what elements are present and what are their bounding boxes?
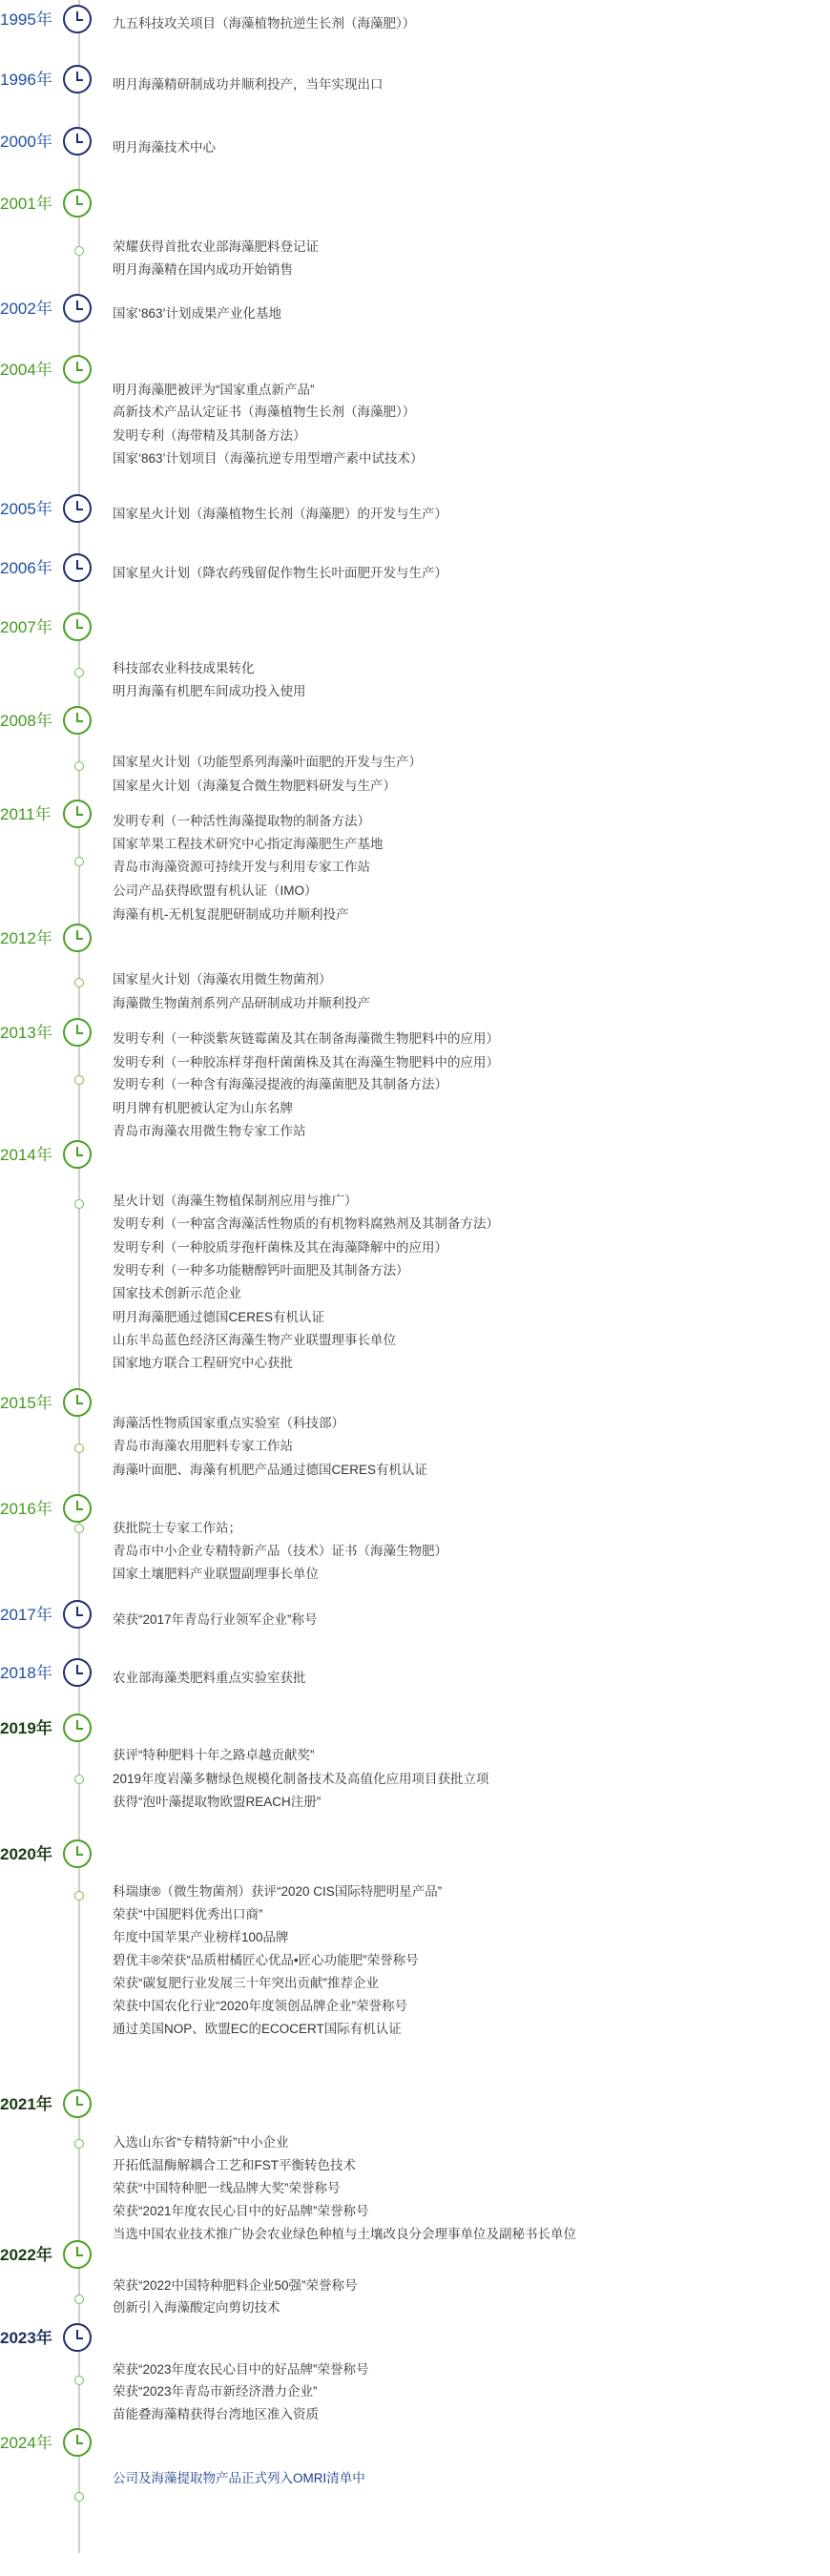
milestone-item: 高新技术产品认定证书（海藻植物生长剂（海藻肥））: [113, 405, 416, 419]
clock-icon: [63, 1714, 92, 1742]
milestone-item: 青岛市海藻农用肥料专家工作站: [113, 1439, 293, 1453]
milestone-item: 荣获“碳复肥行业发展三十年突出贡献”推荐企业: [113, 1976, 379, 1990]
milestone-item: 公司及海藻提取物产品正式列入OMRI清单中: [113, 2471, 365, 2485]
milestone-item: 当选中国农业技术推广协会农业绿色种植与土壤改良分会理事单位及副秘书长单位: [113, 2227, 576, 2241]
clock-icon: [63, 1018, 92, 1047]
year-label: 2022年: [0, 2246, 52, 2264]
milestone-item: 创新引入海藻酸定向剪切技术: [113, 2300, 280, 2315]
year-label: 2012年: [0, 929, 52, 947]
milestone-item: 青岛市海藻农用微生物专家工作站: [113, 1124, 306, 1138]
year-label: 2002年: [0, 300, 52, 318]
milestone-item: 山东半岛蓝色经济区海藻生物产业联盟理事长单位: [113, 1333, 396, 1347]
milestone-item: 国家星火计划（功能型系列海藻叶面肥的开发与生产）: [113, 755, 422, 769]
timeline-dot-icon: [74, 2295, 84, 2304]
timeline-dot-icon: [74, 1524, 84, 1533]
milestone-item: 发明专利（海带精及其制备方法）: [113, 428, 306, 443]
milestone-item: 荣获“中国肥料优秀出口商”: [113, 1907, 263, 1922]
year-label: 2015年: [0, 1394, 52, 1412]
milestone-item: 发明专利（一种活性海藻提取物的制备方法）: [113, 814, 370, 828]
milestone-item: 明月海藻精研制成功并顺利投产，当年实现出口: [113, 77, 384, 92]
milestone-item: 荣获“中国特种肥一线品牌大奖”荣誉称号: [113, 2181, 341, 2195]
milestone-item: 国家‘863’计划项目（海藻抗逆专用型增产素中试技术）: [113, 451, 424, 466]
year-label: 2017年: [0, 1606, 52, 1624]
timeline-dot-icon: [74, 2139, 84, 2149]
milestone-item: 国家星火计划（降农药残留促作物生长叶面肥开发与生产）: [113, 566, 447, 580]
milestone-item: 国家星火计划（海藻植物生长剂（海藻肥）的开发与生产）: [113, 507, 447, 521]
milestone-item: 国家星火计划（海藻复合微生物肥料研发与生产）: [113, 779, 396, 793]
milestone-item: 荣获“2022中国特种肥料企业50强”荣誉称号: [113, 2278, 358, 2293]
year-label: 2019年: [0, 1719, 52, 1737]
milestone-item: 明月海藻精在国内成功开始销售: [113, 262, 293, 277]
year-label: 2000年: [0, 133, 52, 151]
milestone-item: 明月海藻技术中心: [113, 140, 216, 155]
milestone-item: 开拓低温酶解耦合工艺和FST平衡转色技术: [113, 2158, 356, 2172]
milestone-item: 发明专利（一种富含海藻活性物质的有机物料腐熟剂及其制备方法）: [113, 1216, 499, 1231]
milestone-item: 明月海藻肥被评为“国家重点新产品”: [113, 383, 315, 397]
timeline-dot-icon: [74, 978, 84, 987]
milestone-item: 通过美国NOP、欧盟EC的ECOCERT国际有机认证: [113, 2022, 402, 2036]
milestone-item: 国家技术创新示范企业: [113, 1286, 241, 1300]
milestone-item: 公司产品获得欧盟有机认证（IMO）: [113, 883, 318, 898]
clock-icon: [63, 2089, 92, 2118]
timeline-dot-icon: [74, 2492, 84, 2502]
milestone-item: 发明专利（一种多功能糖醇钙叶面肥及其制备方法）: [113, 1263, 409, 1278]
timeline-dot-icon: [74, 2376, 84, 2385]
milestone-item: 荣获“2023年度农民心目中的好品牌”荣誉称号: [113, 2362, 369, 2377]
clock-icon: [63, 924, 92, 952]
year-label: 2011年: [0, 805, 52, 823]
clock-icon: [63, 2428, 92, 2457]
milestone-item: 星火计划（海藻生物植保制剂应用与推广）: [113, 1194, 358, 1208]
milestone-item: 科瑞康®（微生物菌剂）获评“2020 CIS国际特肥明星产品”: [113, 1884, 443, 1899]
clock-icon: [63, 494, 92, 523]
milestone-item: 海藻微生物菌剂系列产品研制成功并顺利投产: [113, 996, 370, 1010]
year-label: 2006年: [0, 559, 52, 577]
milestone-item: 荣获“2023年青岛市新经济潜力企业”: [113, 2384, 318, 2399]
clock-icon: [63, 5, 92, 33]
clock-icon: [63, 553, 92, 582]
clock-icon: [63, 1140, 92, 1169]
milestone-item: 国家地方联合工程研究中心获批: [113, 1356, 293, 1370]
milestone-item: 明月海藻有机肥车间成功投入使用: [113, 684, 306, 698]
year-label: 2014年: [0, 1146, 52, 1164]
timeline-dot-icon: [74, 668, 84, 677]
timeline-dot-icon: [74, 761, 84, 771]
milestone-item: 国家‘863’计划成果产业化基地: [113, 306, 282, 321]
year-label: 2013年: [0, 1024, 52, 1042]
milestone-item: 明月海藻肥通过德国CERES有机认证: [113, 1310, 325, 1324]
milestone-item: 荣耀获得首批农业部海藻肥料登记证: [113, 239, 319, 254]
year-label: 2016年: [0, 1500, 52, 1518]
milestone-item: 海藻活性物质国家重点实验室（科技部）: [113, 1416, 344, 1430]
clock-icon: [63, 65, 92, 93]
milestone-item: 获批院士专家工作站；: [113, 1521, 241, 1535]
milestone-item: 荣获“2021年度农民心目中的好品牌”荣誉称号: [113, 2204, 369, 2218]
clock-icon: [63, 1494, 92, 1523]
year-label: 2005年: [0, 500, 52, 518]
clock-icon: [63, 2240, 92, 2269]
timeline-dot-icon: [74, 1891, 84, 1901]
milestone-item: 科技部农业科技成果转化: [113, 661, 255, 675]
milestone-item: 海藻叶面肥、海藻有机肥产品通过德国CERES有机认证: [113, 1463, 428, 1477]
milestone-item: 国家星火计划（海藻农用微生物菌剂）: [113, 972, 332, 987]
clock-icon: [63, 1658, 92, 1687]
year-label: 2023年: [0, 2329, 52, 2347]
milestone-item: 国家土壤肥料产业联盟副理事长单位: [113, 1567, 319, 1581]
milestone-item: 发明专利（一种淡紫灰链霉菌及其在制备海藻微生物肥料中的应用）: [113, 1031, 499, 1046]
timeline-dot-icon: [74, 1444, 84, 1453]
year-label: 2021年: [0, 2095, 52, 2113]
clock-icon: [63, 127, 92, 156]
timeline-dot-icon: [74, 1199, 84, 1209]
milestone-item: 碧优丰®荣获“品质柑橘匠心优品•匠心功能肥”荣誉称号: [113, 1953, 419, 1967]
timeline-dot-icon: [74, 1075, 84, 1085]
clock-icon: [63, 1600, 92, 1629]
milestone-item: 发明专利（一种胶质芽孢杆菌株及其在海藻降解中的应用）: [113, 1240, 447, 1255]
milestone-item: 荣获“2017年青岛行业领军企业”称号: [113, 1612, 318, 1627]
clock-icon: [63, 189, 92, 218]
milestone-item: 九五科技攻关项目（海藻植物抗逆生长剂（海藻肥））: [113, 16, 416, 31]
milestone-item: 苗能叠海藻精获得台湾地区准入资质: [113, 2407, 319, 2421]
milestone-item: 明月牌有机肥被认定为山东名牌: [113, 1101, 293, 1115]
milestone-item: 入选山东省“专精特新”中小企业: [113, 2135, 289, 2150]
milestone-item: 荣获中国农化行业“2020年度领创品牌企业”荣誉称号: [113, 1999, 408, 2013]
milestone-item: 获得“泡叶藻提取物欧盟REACH注册”: [113, 1795, 322, 1809]
milestone-item: 青岛市海藻资源可持续开发与利用专家工作站: [113, 860, 370, 874]
clock-icon: [63, 800, 92, 828]
year-label: 1995年: [0, 10, 52, 29]
milestone-item: 年度中国苹果产业榜样100品牌: [113, 1930, 289, 1944]
timeline-dot-icon: [74, 1775, 84, 1784]
year-label: 2001年: [0, 195, 52, 213]
clock-icon: [63, 294, 92, 322]
clock-icon: [63, 1388, 92, 1417]
milestone-item: 农业部海藻类肥料重点实验室获批: [113, 1671, 306, 1685]
milestone-item: 2019年度岩藻多糖绿色规模化制备技术及高值化应用项目获批立项: [113, 1772, 489, 1786]
year-label: 1996年: [0, 71, 52, 89]
timeline-dot-icon: [74, 857, 84, 866]
milestone-item: 获评“特种肥料十年之路卓越贡献奖”: [113, 1748, 315, 1762]
year-label: 2020年: [0, 1845, 52, 1863]
milestone-item: 发明专利（一种含有海藻浸提液的海藻菌肥及其制备方法）: [113, 1077, 447, 1091]
year-label: 2007年: [0, 618, 52, 636]
year-label: 2024年: [0, 2434, 52, 2452]
clock-icon: [63, 2323, 92, 2352]
milestone-item: 发明专利（一种胶冻样芽孢杆菌菌株及其在海藻生物肥料中的应用）: [113, 1055, 499, 1070]
timeline-dot-icon: [74, 246, 84, 256]
year-label: 2018年: [0, 1664, 52, 1682]
milestone-item: 青岛市中小企业专精特新产品（技术）证书（海藻生物肥）: [113, 1544, 447, 1558]
clock-icon: [63, 613, 92, 641]
milestone-item: 海藻有机-无机复混肥研制成功并顺利投产: [113, 907, 349, 922]
clock-icon: [63, 706, 92, 735]
year-label: 2004年: [0, 361, 52, 379]
clock-icon: [63, 1839, 92, 1868]
clock-icon: [63, 355, 92, 384]
milestone-item: 国家苹果工程技术研究中心指定海藻肥生产基地: [113, 837, 384, 851]
year-label: 2008年: [0, 712, 52, 730]
